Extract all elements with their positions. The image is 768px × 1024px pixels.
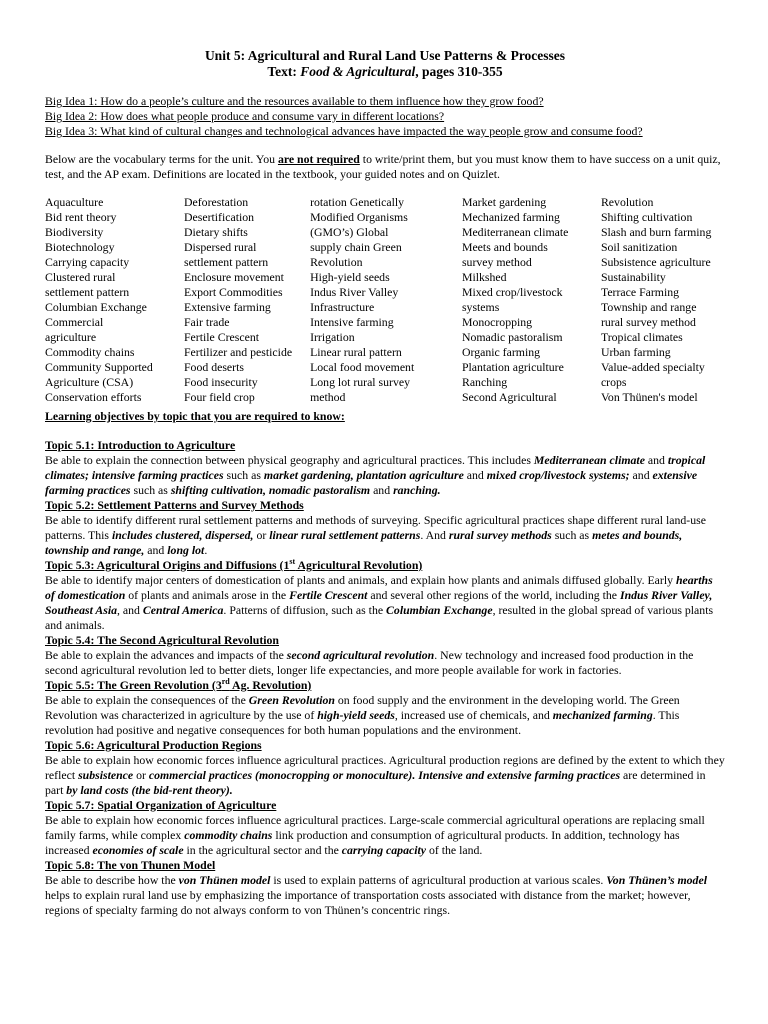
text-run: and several other regions of the world, including the (367, 588, 620, 602)
vocab-term: Mediterranean climate (461, 225, 569, 239)
big-idea-3: Big Idea 3: What kind of cultural changes and technological advances have impacted the way people grow and consume food? (45, 124, 643, 138)
text-run: of the land. (426, 843, 483, 857)
text-run: Be able to identify different rural settlement patterns and methods of surveying. Specific agricultural practices shape different rural land-use patterns. This (45, 513, 706, 542)
text-run: . And (420, 528, 449, 542)
vocab-term: Conservation efforts (45, 390, 142, 404)
vocabulary-list (45, 195, 725, 405)
vocab-term: Von Thünen's model (600, 390, 698, 404)
vocab-column-2 (184, 195, 310, 405)
key-term: includes clustered, dispersed, (111, 528, 254, 542)
vocab-term: Infrastructure (310, 300, 375, 314)
vocab-term: Local food movement (310, 360, 415, 374)
text-run: is used to explain patterns of agricultural production at various scales. (270, 873, 607, 887)
vocab-term: Deforestation (183, 195, 249, 209)
key-term: commercial practices (monocropping or monoculture). Intensive and extensive farming practices (148, 768, 621, 782)
key-term: market gardening, plantation agriculture (263, 468, 464, 482)
vocab-term: Commodity chains (45, 345, 135, 359)
key-term: economies of scale (92, 843, 184, 857)
vocab-intro (45, 152, 725, 182)
vocab-term: Revolution (310, 255, 363, 269)
vocab-term: Slash and burn farming (600, 225, 712, 239)
key-term: commodity chains (184, 828, 273, 842)
vocab-term: Columbian Exchange (45, 300, 147, 314)
text-run: and (463, 468, 487, 482)
text-run: . Patterns of diffusion, such as the (223, 603, 387, 617)
text-run: . This revolution had positive and negative consequences for both human populations and the environment. (45, 708, 680, 737)
topic-description (45, 873, 725, 918)
topic-title (45, 558, 725, 573)
topic-section (45, 798, 725, 858)
topic-description (45, 513, 725, 558)
vocab-term: Four field crop (183, 390, 255, 404)
vocab-term: Meets and bounds (461, 240, 548, 254)
key-term: second agricultural revolution (286, 648, 435, 662)
vocab-term: Tropical climates (600, 330, 683, 344)
text-run: . (204, 543, 208, 557)
text-run: such as (551, 528, 593, 542)
vocab-term: Modified Organisms (310, 210, 408, 224)
vocab-term: Urban farming (600, 345, 671, 359)
text-run: Be able to explain the advances and impacts of the (45, 648, 287, 662)
key-term: extensive farming practices (45, 468, 698, 497)
vocab-term: Sustainability (600, 270, 666, 284)
text-run: or (253, 528, 270, 542)
vocab-term: Dispersed rural (183, 240, 257, 254)
key-term: von Thünen model (178, 873, 271, 887)
topic-section (45, 438, 725, 498)
text-run: in the agricultural sector and the (183, 843, 342, 857)
vocab-term: Monocropping (461, 315, 533, 329)
vocab-term: Export Commodities (183, 285, 283, 299)
key-term: mechanized farming (552, 708, 653, 722)
vocab-term: (GMO’s) Global (310, 225, 389, 239)
vocab-term: Value-added specialty (600, 360, 705, 374)
key-term: Columbian Exchange (386, 603, 493, 617)
topic-section (45, 858, 725, 918)
topic-title (45, 678, 725, 693)
vocab-term: agriculture (45, 330, 97, 344)
vocab-term: Second Agricultural (461, 390, 557, 404)
vocab-term: Plantation agriculture (461, 360, 564, 374)
text-run: such as (130, 483, 171, 497)
intro-not-required: are not required (277, 152, 360, 166)
vocab-term: Shifting cultivation (600, 210, 693, 224)
vocab-term: Bid rent theory (45, 210, 117, 224)
topics-list (45, 438, 725, 918)
vocab-term: survey method (461, 255, 532, 269)
topic-description (45, 693, 725, 738)
intro-part1: Below are the vocabulary terms for the unit. You (45, 152, 278, 166)
topic-title-part: Topic 5.3: Agricultural Origins and Diffusions (1 (45, 558, 290, 572)
text-run: such as (223, 468, 264, 482)
topic-title-part: Ag. Revolution) (229, 678, 312, 692)
vocab-column-5 (601, 195, 725, 405)
vocab-term: crops (600, 375, 627, 389)
vocab-term: Desertification (183, 210, 255, 224)
text-run: link production and consumption of agricultural products. In addition, technology has increased (45, 828, 680, 857)
vocab-term: Intensive farming (310, 315, 394, 329)
vocab-term: rural survey method (600, 315, 696, 329)
vocab-term: Nomadic pastoralism (461, 330, 563, 344)
vocab-term: Biotechnology (45, 240, 115, 254)
topic-title-part: Agricultural Revolution) (295, 558, 423, 572)
text-run: . New technology and increased food production in the second agricultural revolution led to better diets, longer life expectancies, and more people available for work in factories. (45, 648, 694, 677)
key-term: tropical climates; intensive farming practices (45, 453, 706, 482)
topic-title-part: Topic 5.5: The Green Revolution (3 (45, 678, 222, 692)
text-run: and (144, 543, 168, 557)
vocab-term: Milkshed (461, 270, 507, 284)
vocab-term: Dietary shifts (183, 225, 248, 239)
topic-description (45, 573, 725, 633)
big-idea-2: Big Idea 2: How does what people produce and consume vary in different locations? (45, 109, 445, 123)
text-run: Be able to explain the connection between physical geography and agricultural practices. This includes (45, 453, 534, 467)
topic-section (45, 738, 725, 798)
vocab-term: Linear rural pattern (310, 345, 402, 359)
vocab-term: Enclosure movement (183, 270, 284, 284)
topic-section (45, 678, 725, 738)
topic-description (45, 648, 725, 678)
vocab-term: Fertile Crescent (183, 330, 259, 344)
page-subtitle (45, 64, 725, 80)
key-term: subsistence (78, 768, 134, 782)
text-run: , and (117, 603, 143, 617)
key-term: rural survey methods (448, 528, 552, 542)
topic-section (45, 498, 725, 558)
vocab-term: Long lot rural survey (310, 375, 410, 389)
topic-section (45, 558, 725, 633)
vocab-term: Indus River Valley (310, 285, 399, 299)
key-term: Central America (142, 603, 224, 617)
vocab-term: Market gardening (461, 195, 547, 209)
vocab-term: Food deserts (183, 360, 244, 374)
key-term: Green Revolution (248, 693, 335, 707)
vocab-term: supply chain Green (310, 240, 402, 254)
key-term: high-yield seeds (317, 708, 395, 722)
vocab-term: Fertilizer and pesticide (183, 345, 293, 359)
text-run: are determined in part (45, 768, 706, 797)
vocab-term: Community Supported (45, 360, 153, 374)
vocab-term: Clustered rural (45, 270, 116, 284)
text-run: or (133, 768, 149, 782)
intro-part2: to write/print them, but you must know them to have success on a unit quiz, test, and the AP exam. Definitions are located in the textbook, your guided notes and on Quizlet. (45, 152, 721, 181)
key-term: shifting cultivation, nomadic pastoralism (170, 483, 371, 497)
key-term: mixed crop/livestock systems; (486, 468, 630, 482)
vocab-term: Subsistence agriculture (600, 255, 711, 269)
text-run: helps to explain rural land use by emphasizing the importance of transportation costs associated with distance from the market; however, regions of specialty farming do not always conform to von Thünen’s concentric rings. (45, 888, 691, 917)
topic-title-ordinal: rd (221, 677, 230, 687)
key-term: hearths of domestication (45, 573, 713, 602)
text-run: and (629, 468, 653, 482)
vocab-term: settlement pattern (183, 255, 269, 269)
vocab-term: Organic farming (461, 345, 541, 359)
topic-section (45, 633, 725, 678)
key-term: Fertile Crescent (289, 588, 368, 602)
vocab-term: Agriculture (CSA) (45, 375, 134, 389)
topic-title: Topic 5.7: Spatial Organization of Agriculture (45, 798, 277, 812)
vocab-term: Mixed crop/livestock (461, 285, 563, 299)
text-run: Be able to identify major centers of domestication of plants and animals, and explain how plants and animals diffused globally. Early (45, 573, 676, 587)
topic-title: Topic 5.1: Introduction to Agriculture (45, 438, 236, 452)
vocab-term: Terrace Farming (600, 285, 680, 299)
topic-title: Topic 5.2: Settlement Patterns and Survey Methods (45, 498, 304, 512)
topic-title: Topic 5.4: The Second Agricultural Revolution (45, 633, 279, 647)
key-term: linear rural settlement patterns (269, 528, 421, 542)
topic-description (45, 453, 725, 498)
vocab-term: High-yield seeds (310, 270, 390, 284)
vocab-term: Revolution (600, 195, 654, 209)
subtitle-prefix: Text: (267, 64, 301, 79)
text-run: on food supply and the environment in the developing world. The Green Revolution was characterized in agriculture by the use of (45, 693, 680, 722)
objectives-heading: Learning objectives by topic that you are required to know: (45, 409, 345, 423)
topic-title-ordinal: st (289, 557, 296, 567)
text-run: Be able to explain the consequences of the (45, 693, 249, 707)
key-term: long lot (167, 543, 205, 557)
vocab-term: Fair trade (183, 315, 230, 329)
text-run: of plants and animals arose in the (125, 588, 290, 602)
vocab-column-1 (45, 195, 184, 405)
key-term: Indus River Valley, Southeast Asia (45, 588, 713, 617)
text-run: and (644, 453, 668, 467)
vocab-term: Irrigation (310, 330, 355, 344)
vocab-term: Ranching (461, 375, 508, 389)
text-run: and (370, 483, 394, 497)
document-page (45, 48, 725, 918)
vocab-term: Biodiversity (45, 225, 104, 239)
vocab-term: Mechanized farming (461, 210, 560, 224)
topic-description (45, 753, 725, 798)
text-run: , increased use of chemicals, and (394, 708, 553, 722)
topic-title: Topic 5.6: Agricultural Production Regions (45, 738, 262, 752)
vocab-column-4 (462, 195, 601, 405)
vocab-column-3 (310, 195, 462, 405)
text-run: Be able to describe how the (45, 873, 179, 887)
text-run: Be able to explain how economic forces influence agricultural practices. Large-scale commercial agricultural operations are replacing small family farms, while complex (45, 813, 705, 842)
vocab-term: systems (461, 300, 500, 314)
key-term: Von Thünen’s model (606, 873, 707, 887)
key-term: carrying capacity (341, 843, 426, 857)
subtitle-pages: , pages 310-355 (415, 64, 503, 79)
topic-description (45, 813, 725, 858)
vocab-term: rotation Genetically (310, 195, 405, 209)
big-idea-1: Big Idea 1: How do a people’s culture and the resources available to them influence how they grow food? (45, 94, 544, 108)
vocab-term: Extensive farming (183, 300, 271, 314)
vocab-term: Commercial (45, 315, 104, 329)
vocab-term: Soil sanitization (600, 240, 678, 254)
text-run: , resulted in the global spread of various plants and animals. (45, 603, 714, 632)
key-term: ranching. (393, 483, 441, 497)
vocab-term: Food insecurity (183, 375, 258, 389)
vocab-term: settlement pattern (45, 285, 130, 299)
vocab-term: Carrying capacity (45, 255, 130, 269)
topic-title: Topic 5.8: The von Thunen Model (45, 858, 216, 872)
text-run: Be able to explain how economic forces influence agricultural practices. Agricultural production regions are defined by the extent to which they reflect (45, 753, 725, 782)
vocab-term: Aquaculture (45, 195, 104, 209)
vocab-term: method (310, 390, 346, 404)
big-ideas (45, 94, 725, 139)
key-term: metes and bounds, township and range, (45, 528, 683, 557)
key-term: Mediterranean climate (533, 453, 645, 467)
page-title: Unit 5: Agricultural and Rural Land Use Patterns & Processes (204, 48, 566, 63)
subtitle-book-title: Food & Agricultural (300, 64, 416, 79)
key-term: by land costs (the bid-rent theory). (66, 783, 233, 797)
vocab-term: Township and range (600, 300, 697, 314)
